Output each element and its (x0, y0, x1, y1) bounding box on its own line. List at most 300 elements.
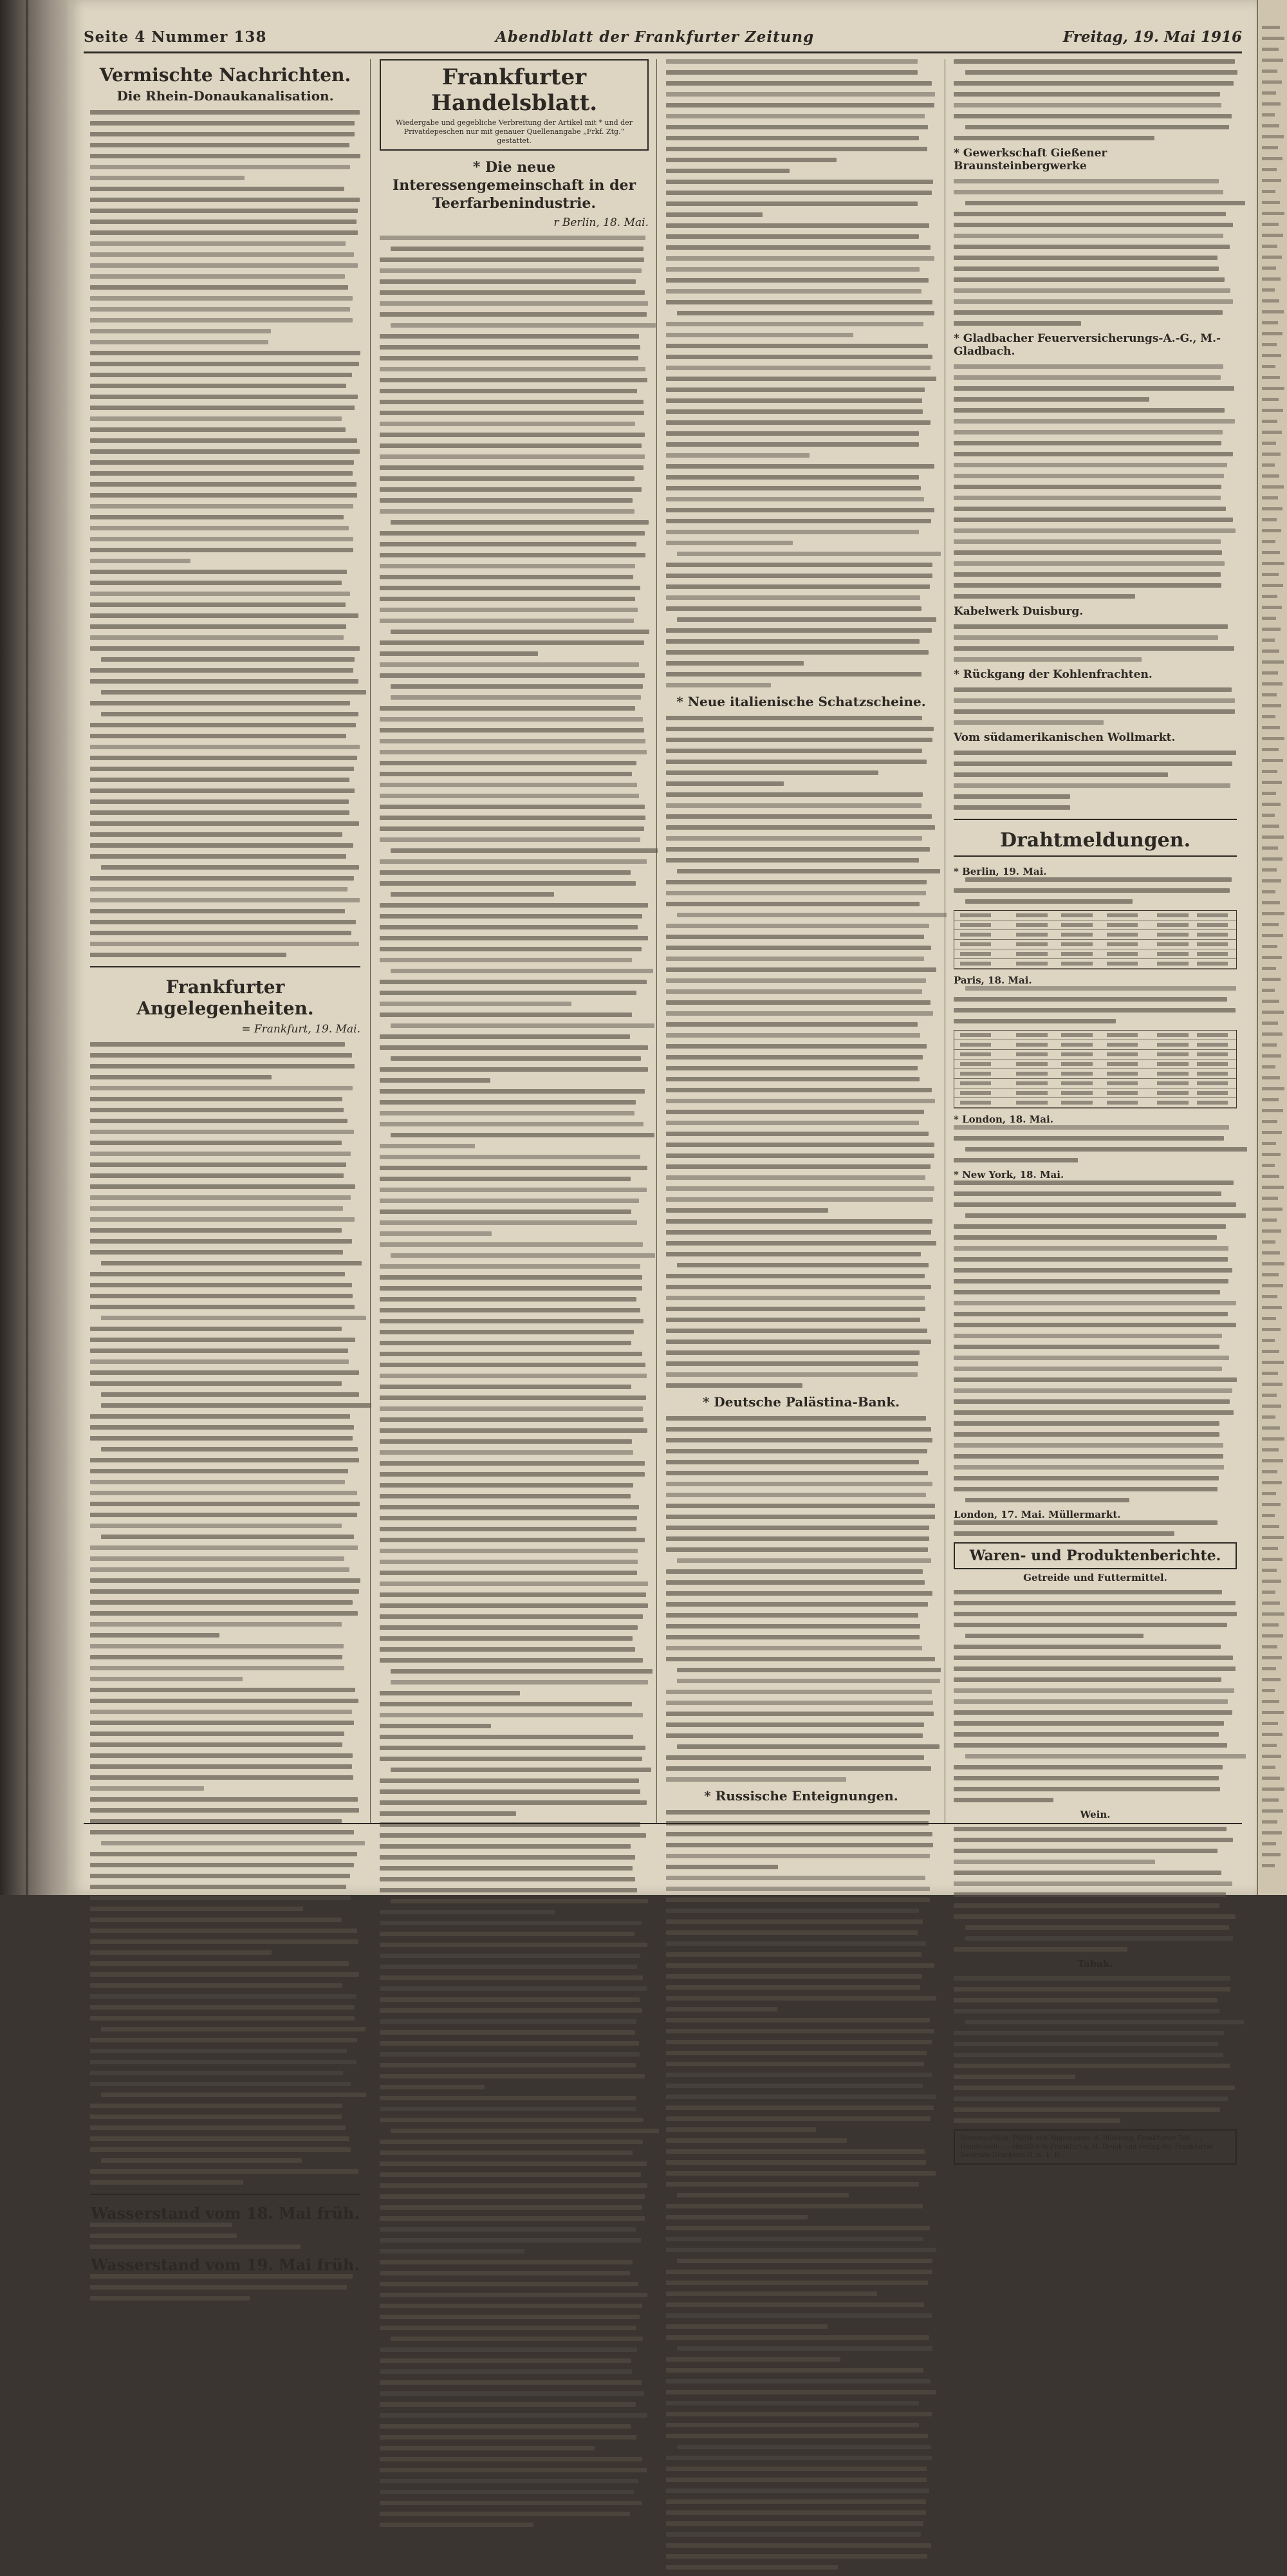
text-line (954, 397, 1149, 402)
text-line (391, 630, 649, 634)
text-line (90, 1381, 342, 1386)
text-line (1262, 1536, 1284, 1539)
text-line (954, 1454, 1223, 1459)
text-line (1262, 1733, 1282, 1736)
text-line (101, 2027, 366, 2031)
text-line (101, 712, 358, 716)
dispatch-dateline: * London, 18. Mai. (954, 1114, 1053, 1125)
text-line (1262, 245, 1277, 248)
text-line (666, 530, 919, 534)
text-line (666, 1361, 918, 1366)
text-line (954, 646, 1234, 651)
text-line (666, 1985, 920, 1990)
table-cell (960, 1072, 991, 1076)
text-line (1262, 1405, 1281, 1408)
text-line (666, 1504, 935, 1508)
table-cell (1107, 1033, 1138, 1037)
text-line (380, 728, 644, 733)
text-line (666, 1755, 924, 1760)
text-line (1262, 1722, 1278, 1725)
text-line (380, 991, 636, 995)
text-line (954, 256, 1218, 260)
text-line (666, 2226, 930, 2230)
text-line (90, 2060, 356, 2064)
text-line (666, 1547, 928, 1552)
text-line (90, 263, 358, 268)
text-line (1262, 48, 1279, 51)
text-line (380, 1089, 645, 1094)
text-line (1262, 1076, 1280, 1079)
text-line (1262, 934, 1283, 937)
text-line (666, 770, 878, 775)
text-line (954, 234, 1223, 238)
text-line (666, 136, 919, 140)
text-line (1262, 1262, 1284, 1265)
text-line (90, 1064, 355, 1069)
table-cell (1157, 962, 1188, 966)
text-line (90, 340, 268, 344)
text-line (1262, 573, 1279, 576)
text-line (90, 2296, 250, 2301)
text-line (380, 1374, 647, 1378)
table-cell (1016, 1033, 1047, 1037)
text-line (1262, 113, 1275, 117)
text-line (380, 2260, 633, 2264)
text-line (666, 256, 934, 261)
text-line (666, 2291, 877, 2296)
text-line (666, 716, 922, 720)
text-line (954, 539, 1221, 544)
table-cell (960, 1033, 991, 1037)
spine-ridge (26, 0, 28, 1895)
article-body (954, 687, 1237, 725)
text-line (90, 143, 349, 147)
table-cell (1016, 1091, 1047, 1095)
article-title: * Die neue Interessengemeinschaft in der Teerfarbenindustrie. (392, 159, 636, 212)
text-line (1262, 1120, 1277, 1123)
text-line (380, 1811, 516, 1816)
section-title: Waren- und Produktenberichte. (969, 1547, 1221, 1564)
text-line (954, 1612, 1237, 1616)
text-line (954, 408, 1225, 413)
text-line (90, 219, 356, 224)
text-line (90, 1874, 350, 1878)
text-line (666, 1296, 925, 1300)
text-line (391, 969, 653, 973)
text-line (90, 1250, 343, 1255)
text-line (954, 657, 1142, 662)
text-line (954, 1246, 1228, 1251)
text-line (380, 2304, 642, 2308)
text-line (666, 1329, 927, 1333)
article-body (666, 1810, 936, 2570)
text-line (1262, 1744, 1277, 1747)
text-line (1262, 1032, 1282, 1036)
text-line (90, 1622, 342, 1627)
text-line (677, 2346, 933, 2351)
table-row (954, 959, 1236, 969)
text-line (90, 1863, 354, 1867)
text-line (666, 661, 804, 666)
text-line (954, 2096, 1228, 2101)
text-line (1262, 1612, 1284, 1616)
text-line (380, 1275, 642, 1280)
text-line (90, 1764, 352, 1769)
text-line (90, 1162, 346, 1167)
text-line (666, 825, 935, 830)
table-cell (1107, 1101, 1138, 1105)
text-line (90, 635, 344, 640)
text-line (954, 1881, 1232, 1886)
text-line (954, 2064, 1230, 2068)
text-line (90, 1075, 272, 1079)
text-line (666, 344, 928, 348)
text-line (954, 1388, 1232, 1393)
text-line (954, 1158, 1078, 1162)
text-line (666, 1887, 930, 1891)
text-line (666, 387, 925, 392)
text-line (666, 1810, 930, 1815)
text-line (90, 613, 358, 618)
column-2 (380, 59, 649, 2534)
text-line (954, 1656, 1233, 1660)
text-line (1262, 1787, 1284, 1791)
text-line (380, 2315, 640, 2319)
text-line (666, 1274, 925, 1278)
text-line (666, 1515, 935, 1519)
text-line (954, 1019, 1116, 1023)
text-line (1262, 1558, 1282, 1561)
text-line (677, 2259, 932, 2263)
text-line (380, 980, 647, 984)
text-line (90, 1950, 272, 1955)
text-line (666, 1022, 918, 1027)
text-line (1262, 59, 1283, 62)
text-line (90, 416, 342, 421)
subsection-title: Getreide und Futtermittel. (1023, 1572, 1167, 1583)
text-line (954, 1998, 1218, 2002)
text-line (380, 400, 644, 404)
text-line (1262, 737, 1284, 740)
text-line (954, 1710, 1232, 1715)
text-line (666, 1941, 926, 1946)
text-line (1262, 868, 1277, 872)
text-line (380, 1308, 640, 1312)
text-line (380, 2512, 630, 2516)
text-line (1262, 1175, 1279, 1178)
subsection-title: Wein. (1080, 1809, 1111, 1820)
text-line (666, 201, 918, 206)
text-line (90, 2005, 355, 2010)
text-line (954, 223, 1233, 227)
text-line (954, 1987, 1230, 1992)
text-line (380, 1625, 638, 1630)
text-line (1262, 299, 1279, 303)
text-line (380, 761, 636, 765)
table-cell (1107, 952, 1138, 956)
text-line (954, 2086, 1235, 2090)
text-line (954, 310, 1223, 315)
text-line (1262, 102, 1281, 106)
text-line (90, 876, 354, 881)
table-row (954, 1079, 1236, 1088)
text-line (380, 816, 645, 820)
text-line (90, 1928, 357, 1933)
text-line (666, 1011, 933, 1016)
text-line (101, 2093, 367, 2097)
text-line (666, 1602, 928, 1607)
text-line (90, 1666, 344, 1670)
text-line (380, 1582, 648, 1586)
text-line (954, 1743, 1227, 1748)
text-line (954, 1312, 1228, 1316)
text-line (90, 1305, 355, 1309)
text-line (1262, 1700, 1279, 1703)
text-line (380, 1614, 643, 1619)
text-line (666, 891, 926, 895)
text-line (1262, 1525, 1279, 1528)
text-line (1262, 1251, 1280, 1255)
text-line (1262, 266, 1276, 270)
text-line (954, 430, 1223, 434)
text-line (380, 2008, 642, 2013)
article-title: * Gladbacher Feuerversicherungs-A.-G., M.-Gladbach. (954, 332, 1221, 358)
text-line (90, 1436, 353, 1441)
text-line (1262, 146, 1278, 149)
text-line (1262, 835, 1284, 839)
text-line (380, 2358, 631, 2363)
water-level-title: Wasserstand vom 19. Mai früh. (91, 2255, 360, 2274)
text-line (380, 1188, 647, 1192)
text-line (1262, 562, 1284, 565)
text-line (90, 329, 271, 333)
text-line (666, 2521, 923, 2526)
table-row (954, 940, 1236, 949)
text-line (90, 165, 350, 169)
text-line (1262, 1591, 1275, 1594)
text-line (101, 657, 355, 662)
text-line (666, 2554, 927, 2559)
text-line (666, 1493, 926, 1497)
table-cell (960, 923, 991, 927)
text-line (90, 504, 353, 509)
water-level-table (90, 2223, 360, 2249)
table-cell (1061, 1072, 1092, 1076)
text-line (380, 837, 640, 842)
text-line (380, 564, 635, 568)
table-cell (1061, 1101, 1092, 1105)
text-line (1262, 1755, 1281, 1758)
table-row (954, 1088, 1236, 1098)
article-body (954, 1827, 1237, 1952)
text-line (666, 234, 919, 239)
text-line (666, 1164, 931, 1169)
table-cell (1107, 923, 1138, 927)
text-line (1262, 1043, 1277, 1047)
text-line (380, 1494, 631, 1498)
text-line (954, 1520, 1218, 1525)
text-line (954, 136, 1154, 140)
footer-rule (84, 1823, 1242, 1824)
text-line (90, 1600, 353, 1605)
text-line (1262, 639, 1275, 642)
text-line (90, 362, 359, 366)
text-line (954, 179, 1219, 183)
text-line (954, 1235, 1217, 1240)
text-line (1262, 376, 1280, 379)
text-line (954, 709, 1235, 714)
text-line (954, 720, 1104, 725)
text-line (666, 1733, 923, 1738)
text-line (1262, 803, 1281, 806)
text-line (1262, 814, 1275, 817)
text-line (90, 482, 356, 487)
article-body (666, 1416, 936, 1782)
text-line (1262, 496, 1278, 499)
text-line (380, 772, 632, 776)
text-line (391, 1023, 655, 1028)
text-line (954, 386, 1234, 391)
text-line (954, 441, 1221, 445)
text-line (90, 1907, 303, 1911)
text-line (1262, 945, 1277, 948)
table-cell (960, 1043, 991, 1047)
text-line (391, 1056, 641, 1061)
text-line (954, 687, 1232, 692)
text-line (1262, 1142, 1276, 1145)
text-line (380, 2424, 631, 2429)
text-line (1262, 1383, 1282, 1386)
text-line (666, 1143, 934, 1147)
text-line (90, 318, 353, 322)
text-line (380, 2074, 645, 2078)
text-line (1262, 649, 1279, 653)
text-line (666, 563, 932, 567)
text-line (380, 662, 639, 667)
column-4 (954, 59, 1237, 2165)
text-line (90, 1152, 351, 1156)
text-line (954, 496, 1221, 500)
text-line (380, 1045, 648, 1050)
article-body (954, 624, 1237, 662)
text-line (954, 190, 1223, 194)
water-level-table (90, 2274, 360, 2301)
dispatch-dateline: London, 17. Mai. Müllermarkt. (954, 1509, 1121, 1520)
text-line (1262, 1448, 1279, 1451)
text-line (380, 1997, 640, 2002)
text-line (380, 1231, 492, 1236)
text-line (90, 734, 346, 738)
text-line (954, 1279, 1228, 1283)
text-line (1262, 387, 1284, 390)
text-line (677, 1668, 941, 1672)
text-line (1262, 1273, 1279, 1276)
text-line (954, 518, 1233, 522)
text-line (380, 1428, 647, 1433)
text-line (1262, 1667, 1276, 1670)
text-line (666, 1526, 929, 1530)
text-line (666, 1350, 920, 1355)
reprint-notice: Wiedergabe und gegebliche Verbreitung der Artikel mit * und der Privatdepeschen nur mit genauer Quellenangabe „Frkf. Ztg.“ gestattet. (396, 118, 633, 145)
text-line (380, 1155, 640, 1159)
text-line (954, 635, 1218, 640)
text-line (90, 1272, 345, 1276)
text-line (666, 1832, 932, 1836)
table-cell (1197, 1052, 1228, 1056)
text-line (1262, 1634, 1283, 1638)
text-line (666, 1099, 935, 1103)
text-line (90, 1567, 349, 1572)
text-line (666, 2084, 923, 2088)
text-line (90, 373, 352, 377)
text-line (666, 2007, 777, 2011)
text-line (677, 311, 934, 315)
section-title: Frankfurter Angelegenheiten. (136, 976, 314, 1019)
table-cell (1061, 962, 1092, 966)
text-line (954, 452, 1233, 456)
text-line (1262, 1240, 1275, 1244)
text-line (380, 619, 634, 623)
table-row (954, 1050, 1236, 1059)
text-line (1262, 1645, 1277, 1648)
text-line (90, 1633, 219, 1638)
text-line (1262, 923, 1279, 926)
text-line (90, 2125, 346, 2130)
table-cell (1016, 1101, 1047, 1105)
text-line (666, 1438, 932, 1442)
table-cell (1197, 933, 1228, 937)
text-line (666, 1722, 924, 1727)
text-line (90, 756, 357, 760)
table-cell (1016, 1062, 1047, 1066)
text-line (90, 1502, 360, 1506)
text-line (954, 1947, 1127, 1952)
text-line (666, 1460, 919, 1464)
text-line (380, 1932, 634, 1936)
text-line (1262, 256, 1282, 259)
text-line (90, 1217, 355, 1222)
text-line (380, 1702, 632, 1706)
text-line (666, 2248, 936, 2252)
text-line (391, 1768, 651, 1772)
text-line (380, 498, 633, 503)
text-line (90, 187, 344, 191)
text-line (380, 301, 648, 306)
dateline: = Frankfurt, 19. Mai. (241, 1023, 360, 1036)
text-line (380, 2238, 641, 2243)
text-line (90, 2245, 301, 2249)
text-line (1262, 1186, 1284, 1189)
text-line (666, 1930, 918, 1935)
text-line (677, 552, 941, 556)
text-line (965, 1754, 1246, 1759)
text-line (380, 651, 538, 656)
text-line (1262, 956, 1282, 959)
text-line (380, 1220, 637, 1225)
dispatch-dateline: * New York, 18. Mai. (954, 1169, 1064, 1181)
text-line (90, 1699, 358, 1703)
table-row (954, 1098, 1236, 1108)
text-line (1262, 1481, 1282, 1484)
table-row (954, 949, 1236, 959)
text-line (380, 2194, 645, 2199)
text-line (1262, 1547, 1278, 1550)
text-line (90, 570, 347, 574)
article-title: Die Rhein-Donaukanalisation. (116, 88, 334, 104)
text-line (90, 548, 353, 552)
text-line (90, 1972, 359, 1977)
text-line (380, 2293, 647, 2297)
